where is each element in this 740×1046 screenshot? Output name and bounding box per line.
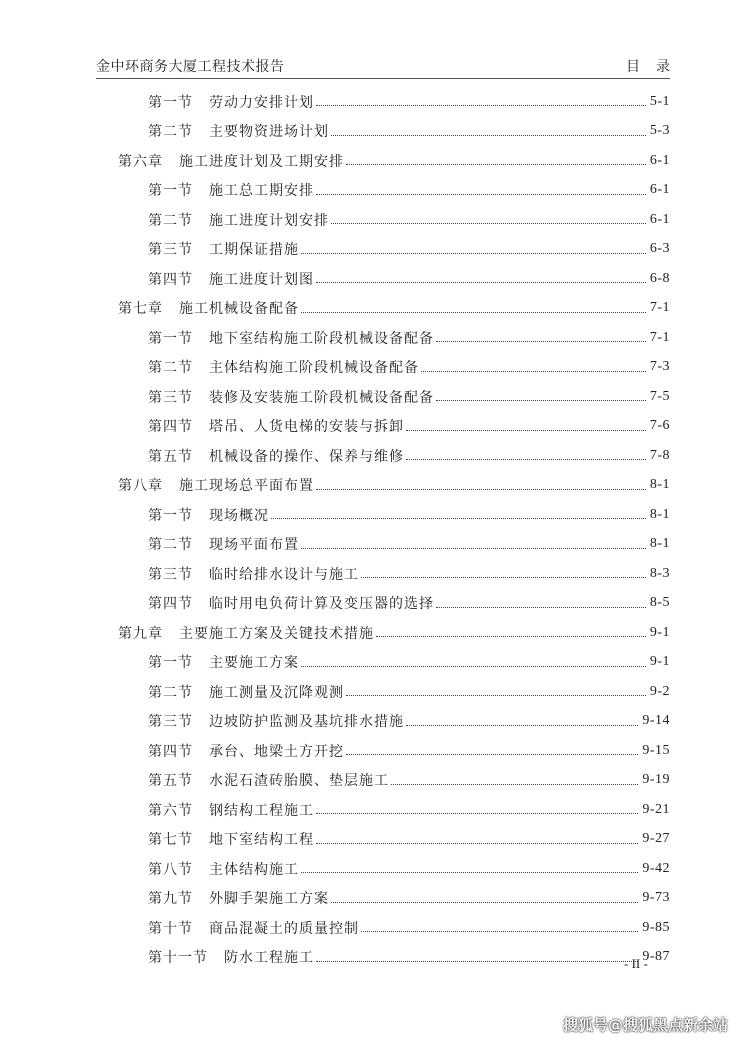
watermark: 搜狐号@搜狐黑点新余站 xyxy=(562,1016,728,1034)
dot-leader xyxy=(346,754,638,755)
toc-entry-title: 边坡防护监测及基坑排水措施 xyxy=(209,714,404,731)
toc-entry-page: 6-8 xyxy=(649,270,670,286)
toc-entry-page: 7-1 xyxy=(649,300,670,316)
toc-section-entry[interactable] xyxy=(0,736,740,766)
toc-entry-title: 主要物资进场计划 xyxy=(209,124,329,141)
toc-chapter-entry[interactable] xyxy=(0,146,740,176)
dot-leader xyxy=(361,577,646,578)
toc-entry-number: 第七节 xyxy=(148,832,193,849)
toc-section-entry[interactable] xyxy=(0,589,740,619)
toc-section-entry[interactable] xyxy=(0,648,740,678)
toc-entry-title: 地下室结构工程 xyxy=(209,832,314,849)
toc-entry-title: 施工现场总平面布置 xyxy=(179,478,314,495)
header-section-label: 目录 xyxy=(626,59,686,75)
toc-entry-label xyxy=(118,475,314,495)
toc-section-entry[interactable] xyxy=(0,176,740,206)
toc-entry-number: 第四节 xyxy=(148,596,193,613)
toc-entry-number: 第二节 xyxy=(148,212,193,229)
dot-leader xyxy=(301,312,646,313)
toc-entry-number: 第九节 xyxy=(148,891,193,908)
toc-entry-page: 7-1 xyxy=(649,329,670,345)
toc-entry-label xyxy=(148,888,329,908)
toc-entry-page: 9-14 xyxy=(642,713,670,729)
toc-entry-page: 7-6 xyxy=(649,418,670,434)
toc-entry-number: 第八节 xyxy=(148,861,193,878)
toc-entry-page: 7-3 xyxy=(649,359,670,375)
toc-entry-title: 现场概况 xyxy=(209,507,269,524)
toc-entry-page: 9-87 xyxy=(642,949,670,965)
toc-entry-number: 第二节 xyxy=(148,360,193,377)
dot-leader xyxy=(316,194,646,195)
toc-entry-title: 商品混凝土的质量控制 xyxy=(209,920,359,937)
toc-entry-label xyxy=(148,446,404,466)
toc-entry-page: 9-2 xyxy=(649,683,670,699)
toc-section-entry[interactable] xyxy=(0,559,740,589)
toc-entry-label xyxy=(148,269,314,289)
toc-entry-page: 6-1 xyxy=(649,152,670,168)
toc-entry-number: 第一节 xyxy=(148,507,193,524)
dot-leader xyxy=(331,223,646,224)
toc-entry-label xyxy=(148,92,314,112)
dot-leader xyxy=(406,430,646,431)
toc-entry-number: 第五节 xyxy=(148,773,193,790)
toc-entry-number: 第十一节 xyxy=(148,950,208,967)
toc-entry-number: 第十节 xyxy=(148,920,193,937)
toc-entry-label xyxy=(148,741,344,761)
toc-entry-title: 临时给排水设计与施工 xyxy=(209,566,359,583)
dot-leader xyxy=(361,931,638,932)
toc-section-entry[interactable] xyxy=(0,87,740,117)
toc-entry-number: 第一节 xyxy=(148,183,193,200)
toc-entry-label xyxy=(148,534,299,554)
toc-entry-number: 第二节 xyxy=(148,124,193,141)
dot-leader xyxy=(376,636,646,637)
toc-entry-title: 塔吊、人货电梯的安装与拆卸 xyxy=(209,419,404,436)
toc-chapter-entry[interactable] xyxy=(0,294,740,324)
toc-entry-title: 施工进度计划及工期安排 xyxy=(179,153,344,170)
toc-entry-page: 6-1 xyxy=(649,211,670,227)
toc-entry-title: 主要施工方案及关键技术措施 xyxy=(179,625,374,642)
dot-leader xyxy=(271,518,646,519)
toc-entry-page: 9-27 xyxy=(642,831,670,847)
toc-entry-label xyxy=(148,121,329,141)
toc-entry-number: 第一节 xyxy=(148,655,193,672)
toc-entry-title: 施工测量及沉降观测 xyxy=(209,684,344,701)
toc-entry-label xyxy=(148,180,314,200)
toc-entry-number: 第四节 xyxy=(148,743,193,760)
toc-entry-title: 防水工程施工 xyxy=(224,950,314,967)
toc-entry-number: 第五节 xyxy=(148,448,193,465)
toc-entry-label xyxy=(148,711,404,731)
dot-leader xyxy=(406,459,646,460)
toc-section-entry[interactable] xyxy=(0,825,740,855)
toc-entry-title: 地下室结构施工阶段机械设备配备 xyxy=(209,330,434,347)
toc-entry-label xyxy=(118,623,374,643)
toc-entry-number: 第二节 xyxy=(148,684,193,701)
toc-entry-title: 施工机械设备配备 xyxy=(179,301,299,318)
toc-entry-page: 8-5 xyxy=(649,595,670,611)
toc-entry-number: 第二节 xyxy=(148,537,193,554)
dot-leader xyxy=(346,164,646,165)
toc-section-entry[interactable] xyxy=(0,913,740,943)
toc-entry-label xyxy=(148,918,359,938)
toc-entry-number: 第四节 xyxy=(148,271,193,288)
toc-entry-label xyxy=(148,652,299,672)
toc-entry-label xyxy=(148,564,359,584)
toc-entry-title: 施工进度计划图 xyxy=(209,271,314,288)
dot-leader xyxy=(346,695,646,696)
toc-entry-title: 水泥石渣砖胎膜、垫层施工 xyxy=(209,773,389,790)
toc-entry-page: 7-8 xyxy=(649,447,670,463)
dot-leader xyxy=(391,784,638,785)
toc-entry-page: 9-42 xyxy=(642,860,670,876)
table-of-contents xyxy=(0,87,740,972)
toc-entry-title: 承台、地梁土方开挖 xyxy=(209,743,344,760)
toc-chapter-entry[interactable] xyxy=(0,618,740,648)
toc-section-entry[interactable] xyxy=(0,530,740,560)
toc-entry-page: 8-1 xyxy=(649,477,670,493)
toc-entry-label xyxy=(148,328,434,348)
toc-entry-title: 机械设备的操作、保养与维修 xyxy=(209,448,404,465)
toc-section-entry[interactable] xyxy=(0,707,740,737)
toc-entry-label xyxy=(148,947,314,967)
toc-entry-number: 第七章 xyxy=(118,301,163,318)
toc-entry-label xyxy=(148,416,404,436)
toc-entry-page: 8-1 xyxy=(649,506,670,522)
dot-leader xyxy=(436,400,646,401)
dot-leader xyxy=(421,371,646,372)
toc-entry-page: 7-5 xyxy=(649,388,670,404)
toc-entry-title: 施工进度计划安排 xyxy=(209,212,329,229)
dot-leader xyxy=(331,902,638,903)
toc-entry-title: 施工总工期安排 xyxy=(209,183,314,200)
toc-entry-number: 第三节 xyxy=(148,242,193,259)
toc-entry-number: 第一节 xyxy=(148,330,193,347)
toc-entry-page: 6-1 xyxy=(649,182,670,198)
toc-entry-page: 9-19 xyxy=(642,772,670,788)
toc-entry-title: 钢结构工程施工 xyxy=(209,802,314,819)
toc-entry-number: 第九章 xyxy=(118,625,163,642)
dot-leader xyxy=(316,282,646,283)
toc-entry-title: 主体结构施工 xyxy=(209,861,299,878)
toc-entry-label xyxy=(148,210,329,230)
toc-entry-number: 第八章 xyxy=(118,478,163,495)
document-title: 金中环商务大厦工程技术报告 xyxy=(96,59,285,75)
dot-leader xyxy=(301,872,638,873)
toc-entry-page: 9-1 xyxy=(649,624,670,640)
toc-entry-number: 第六章 xyxy=(118,153,163,170)
toc-entry-label xyxy=(118,298,299,318)
toc-entry-title: 临时用电负荷计算及变压器的选择 xyxy=(209,596,434,613)
toc-entry-number: 第三节 xyxy=(148,714,193,731)
toc-chapter-entry[interactable] xyxy=(0,471,740,501)
toc-entry-page: 9-73 xyxy=(642,890,670,906)
toc-entry-label xyxy=(148,800,314,820)
toc-entry-page: 5-3 xyxy=(649,123,670,139)
toc-entry-label xyxy=(148,770,389,790)
dot-leader xyxy=(301,666,646,667)
toc-entry-label xyxy=(148,239,299,259)
toc-section-entry[interactable] xyxy=(0,323,740,353)
toc-section-entry[interactable] xyxy=(0,205,740,235)
toc-entry-title: 劳动力安排计划 xyxy=(209,94,314,111)
page-number: - II - xyxy=(624,956,648,971)
toc-section-entry[interactable] xyxy=(0,854,740,884)
toc-section-entry[interactable] xyxy=(0,264,740,294)
toc-section-entry[interactable] xyxy=(0,117,740,147)
toc-entry-number: 第三节 xyxy=(148,566,193,583)
toc-entry-title: 装修及安装施工阶段机械设备配备 xyxy=(209,389,434,406)
toc-entry-label xyxy=(148,505,269,525)
toc-section-entry[interactable] xyxy=(0,795,740,825)
dot-leader xyxy=(316,105,646,106)
toc-entry-page: 9-1 xyxy=(649,654,670,670)
toc-entry-title: 主要施工方案 xyxy=(209,655,299,672)
toc-section-entry[interactable] xyxy=(0,353,740,383)
toc-entry-page: 8-1 xyxy=(649,536,670,552)
toc-entry-page: 9-15 xyxy=(642,742,670,758)
toc-section-entry[interactable] xyxy=(0,441,740,471)
toc-entry-number: 第四节 xyxy=(148,419,193,436)
toc-entry-title: 主体结构施工阶段机械设备配备 xyxy=(209,360,419,377)
dot-leader xyxy=(406,725,638,726)
dot-leader xyxy=(301,253,646,254)
toc-entry-page: 8-3 xyxy=(649,565,670,581)
toc-entry-page: 6-3 xyxy=(649,241,670,257)
dot-leader xyxy=(316,843,638,844)
toc-section-entry[interactable] xyxy=(0,766,740,796)
toc-section-entry[interactable] xyxy=(0,412,740,442)
toc-entry-label xyxy=(148,829,314,849)
toc-entry-label xyxy=(148,682,344,702)
dot-leader xyxy=(316,813,638,814)
dot-leader xyxy=(436,607,646,608)
toc-entry-page: 9-21 xyxy=(642,801,670,817)
dot-leader xyxy=(316,961,638,962)
toc-section-entry[interactable] xyxy=(0,235,740,265)
dot-leader xyxy=(331,135,646,136)
toc-section-entry[interactable] xyxy=(0,382,740,412)
toc-entry-number: 第一节 xyxy=(148,94,193,111)
dot-leader xyxy=(436,341,646,342)
toc-entry-title: 现场平面布置 xyxy=(209,537,299,554)
toc-entry-title: 外脚手架施工方案 xyxy=(209,891,329,908)
toc-entry-title: 工期保证措施 xyxy=(209,242,299,259)
toc-entry-label xyxy=(148,593,434,613)
dot-leader xyxy=(316,489,646,490)
dot-leader xyxy=(301,548,646,549)
toc-entry-number: 第三节 xyxy=(148,389,193,406)
page-header xyxy=(96,54,686,79)
toc-entry-label xyxy=(118,151,344,171)
toc-entry-label xyxy=(148,357,419,377)
toc-entry-label xyxy=(148,387,434,407)
toc-section-entry[interactable] xyxy=(0,500,740,530)
toc-section-entry[interactable] xyxy=(0,677,740,707)
toc-entry-page: 5-1 xyxy=(649,93,670,109)
toc-section-entry[interactable] xyxy=(0,884,740,914)
toc-entry-page: 9-85 xyxy=(642,919,670,935)
toc-entry-label xyxy=(148,859,299,879)
toc-entry-number: 第六节 xyxy=(148,802,193,819)
